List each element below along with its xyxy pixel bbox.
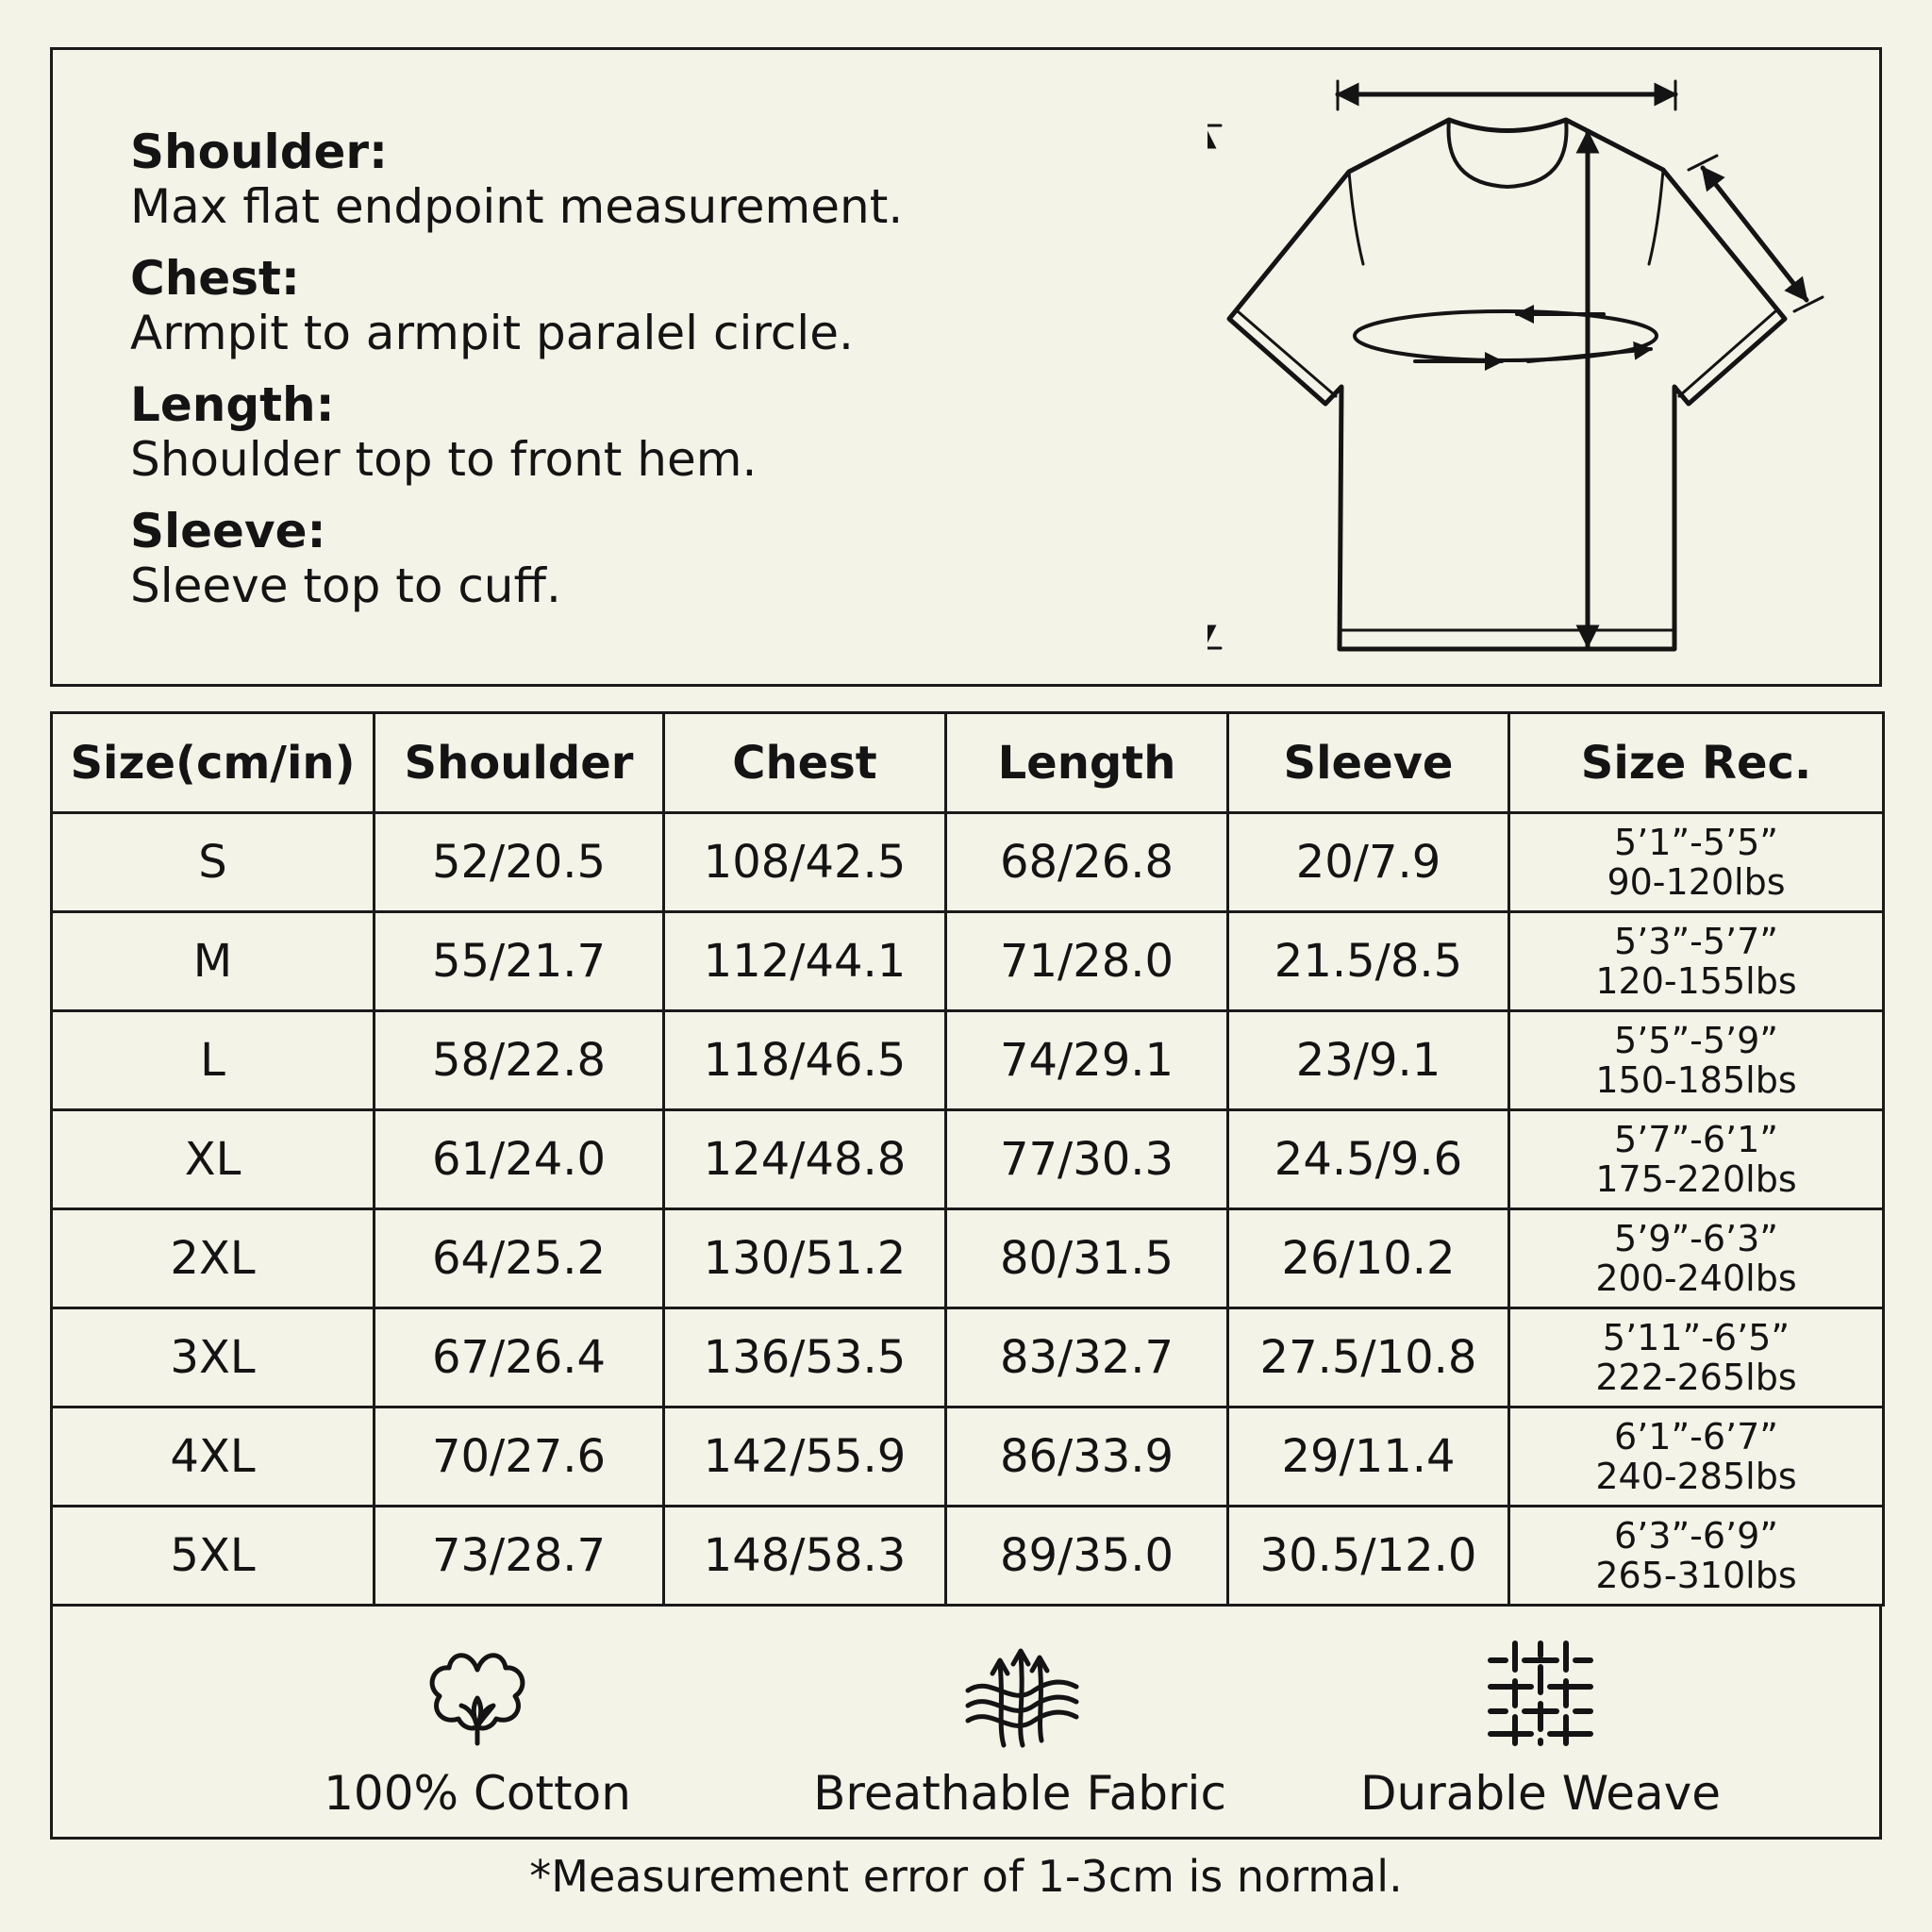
size-cell: L — [52, 1011, 375, 1110]
chest-cell: 136/53.5 — [664, 1308, 946, 1407]
header-sleeve: Sleeve — [1228, 713, 1509, 813]
length-cell: 89/35.0 — [946, 1507, 1228, 1606]
sleeve-cell: 23/9.1 — [1228, 1011, 1509, 1110]
chest-cell: 142/55.9 — [664, 1407, 946, 1507]
table-row — [52, 1407, 1884, 1507]
table-row — [52, 813, 1884, 912]
size-rec-cell — [1509, 1507, 1884, 1606]
sleeve-cell: 29/11.4 — [1228, 1407, 1509, 1507]
table-row — [52, 1507, 1884, 1606]
shirt-armholes — [1349, 170, 1663, 264]
shoulder-cell: 61/24.0 — [375, 1110, 664, 1209]
weave-icon — [1479, 1632, 1602, 1755]
length-cell: 86/33.9 — [946, 1407, 1228, 1507]
length-cell: 77/30.3 — [946, 1110, 1228, 1209]
header-shoulder: Shoulder — [375, 713, 664, 813]
length-cell: 80/31.5 — [946, 1209, 1228, 1308]
length-cell: 68/26.8 — [946, 813, 1228, 912]
sleeve-cell: 21.5/8.5 — [1228, 912, 1509, 1011]
weight-range: 120-155lbs — [1595, 960, 1797, 1002]
chest-cell: 124/48.8 — [664, 1110, 946, 1209]
size-chart-table — [50, 711, 1885, 1607]
feature-label: Breathable Fabric — [813, 1766, 1226, 1821]
t-shirt-measurement-diagram-icon — [1208, 75, 1849, 660]
shoulder-cell: 64/25.2 — [375, 1209, 664, 1308]
chest-cell: 108/42.5 — [664, 813, 946, 912]
weight-range: 222-265lbs — [1595, 1357, 1797, 1398]
chest-cell: 130/51.2 — [664, 1209, 946, 1308]
measurement-definitions — [130, 125, 903, 630]
header-size: Size(cm/in) — [52, 713, 375, 813]
size-rec-cell — [1509, 1011, 1884, 1110]
shirt-sleeve-cuffs — [1238, 311, 1775, 396]
weight-range: 175-220lbs — [1595, 1158, 1797, 1200]
weight-range: 265-310lbs — [1595, 1555, 1797, 1596]
size-cell: XL — [52, 1110, 375, 1209]
size-cell: 3XL — [52, 1308, 375, 1407]
height-range: 6’3”-6’9” — [1614, 1515, 1778, 1557]
feature-label: 100% Cotton — [324, 1766, 631, 1821]
height-range: 5’9”-6’3” — [1614, 1218, 1778, 1259]
weight-range: 90-120lbs — [1607, 861, 1786, 903]
guide-sleeve — [130, 504, 903, 613]
guide-term: Sleeve: — [130, 504, 326, 558]
table-header-row — [52, 713, 1884, 813]
guide-length — [130, 377, 903, 487]
size-cell: M — [52, 912, 375, 1011]
sleeve-cell: 20/7.9 — [1228, 813, 1509, 912]
feature-weave — [1276, 1604, 1805, 1821]
size-cell: 2XL — [52, 1209, 375, 1308]
header-size-rec: Size Rec. — [1509, 713, 1884, 813]
chest-cell: 118/46.5 — [664, 1011, 946, 1110]
shoulder-cell: 70/27.6 — [375, 1407, 664, 1507]
guide-definition: Max flat endpoint measurement. — [130, 179, 904, 234]
table-row — [52, 1011, 1884, 1110]
breathable-icon — [958, 1632, 1081, 1755]
feature-cotton — [213, 1604, 741, 1821]
shirt-outline — [1229, 120, 1785, 649]
sleeve-cell: 26/10.2 — [1228, 1209, 1509, 1308]
size-rec-cell — [1509, 912, 1884, 1011]
size-cell: 4XL — [52, 1407, 375, 1507]
sleeve-cell: 27.5/10.8 — [1228, 1308, 1509, 1407]
height-range: 6’1”-6’7” — [1614, 1416, 1778, 1457]
table-row — [52, 1110, 1884, 1209]
sleeve-cell: 24.5/9.6 — [1228, 1110, 1509, 1209]
measurement-footnote: *Measurement error of 1-3cm is normal. — [529, 1851, 1403, 1902]
table-row — [52, 912, 1884, 1011]
guide-definition: Armpit to armpit paralel circle. — [130, 306, 854, 360]
shoulder-cell: 58/22.8 — [375, 1011, 664, 1110]
weight-range: 240-285lbs — [1595, 1456, 1797, 1497]
length-cell: 74/29.1 — [946, 1011, 1228, 1110]
size-rec-cell — [1509, 1308, 1884, 1407]
height-range: 5’7”-6’1” — [1614, 1119, 1778, 1160]
height-range: 5’3”-5’7” — [1614, 921, 1778, 962]
size-rec-cell — [1509, 1209, 1884, 1308]
header-length: Length — [946, 713, 1228, 813]
guide-definition: Sleeve top to cuff. — [130, 558, 561, 613]
table-row — [52, 1209, 1884, 1308]
size-rec-cell — [1509, 1110, 1884, 1209]
length-cell: 83/32.7 — [946, 1308, 1228, 1407]
height-range: 5’11”-6’5” — [1602, 1317, 1790, 1358]
size-rec-cell — [1509, 1407, 1884, 1507]
shoulder-cell: 55/21.7 — [375, 912, 664, 1011]
header-chest: Chest — [664, 713, 946, 813]
shoulder-cell: 67/26.4 — [375, 1308, 664, 1407]
height-range: 5’1”-5’5” — [1614, 822, 1778, 863]
size-cell: S — [52, 813, 375, 912]
shoulder-cell: 73/28.7 — [375, 1507, 664, 1606]
cotton-icon — [416, 1632, 539, 1755]
size-cell: 5XL — [52, 1507, 375, 1606]
chest-cell: 148/58.3 — [664, 1507, 946, 1606]
weight-range: 150-185lbs — [1595, 1059, 1797, 1101]
feature-label: Durable Weave — [1360, 1766, 1721, 1821]
guide-term: Shoulder: — [130, 125, 389, 179]
shoulder-cell: 52/20.5 — [375, 813, 664, 912]
size-rec-cell — [1509, 813, 1884, 912]
guide-definition: Shoulder top to front hem. — [130, 432, 758, 487]
table-row — [52, 1308, 1884, 1407]
guide-shoulder — [130, 125, 903, 234]
guide-chest — [130, 251, 903, 360]
sleeve-cell: 30.5/12.0 — [1228, 1507, 1509, 1606]
guide-term: Length: — [130, 377, 335, 432]
feature-breathable — [756, 1604, 1284, 1821]
weight-range: 200-240lbs — [1595, 1257, 1797, 1299]
fabric-features — [50, 1604, 1882, 1840]
guide-term: Chest: — [130, 251, 300, 306]
length-cell: 71/28.0 — [946, 912, 1228, 1011]
chest-cell: 112/44.1 — [664, 912, 946, 1011]
height-range: 5’5”-5’9” — [1614, 1020, 1778, 1061]
